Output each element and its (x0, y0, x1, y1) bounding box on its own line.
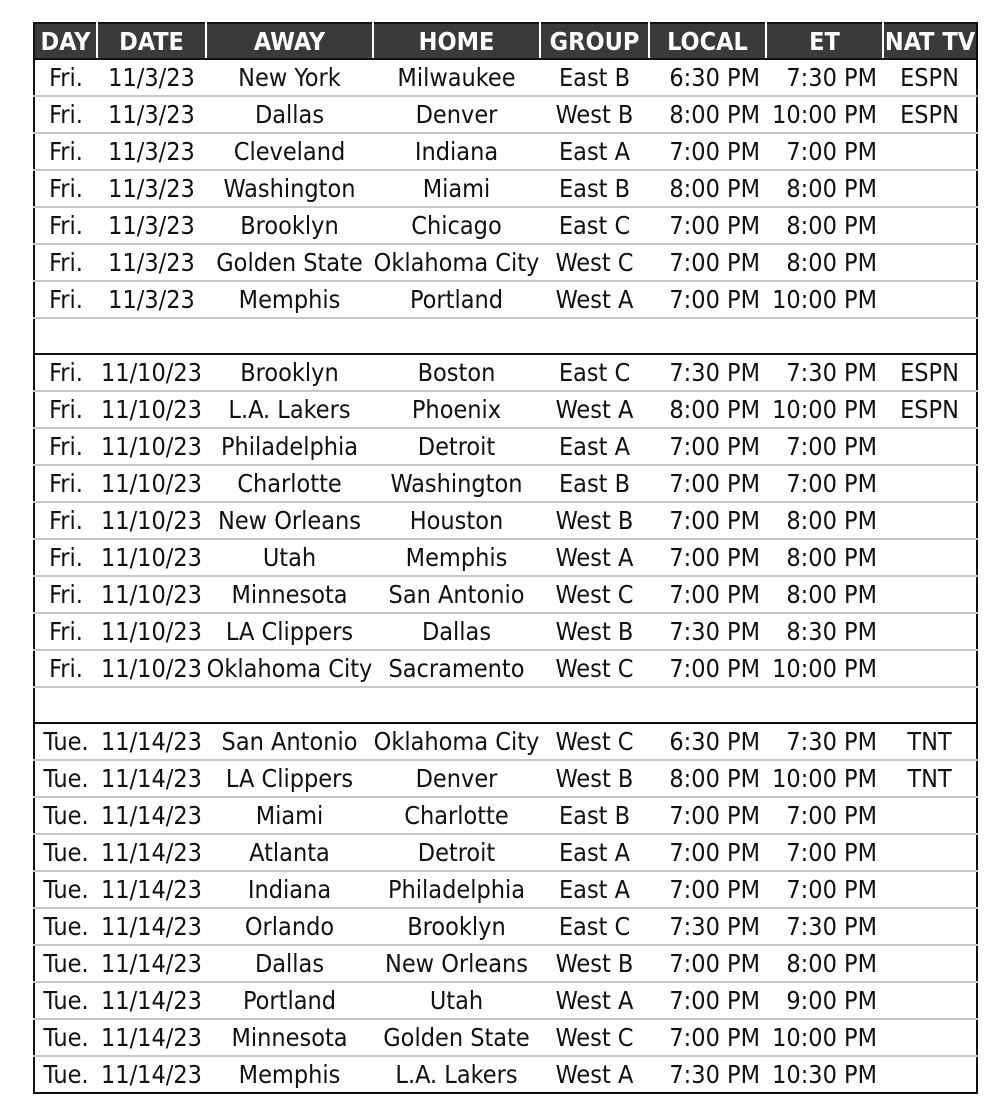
local-time: 7:00 PM (649, 539, 766, 576)
game-group: East A (540, 834, 649, 871)
game-group: East C (540, 207, 649, 244)
local-time: 8:00 PM (649, 170, 766, 207)
game-day: Fri. (34, 428, 97, 465)
table-row (34, 797, 977, 834)
home-team: Charlotte (373, 797, 540, 834)
header-row (34, 23, 977, 59)
header-nat-tv: NAT TV (883, 23, 977, 59)
game-date: 11/14/23 (97, 908, 206, 945)
game-day: Tue. (34, 723, 97, 760)
schedule-body (34, 59, 977, 1093)
away-team: Oklahoma City (206, 650, 373, 687)
national-tv (883, 834, 977, 871)
header-group: GROUP (540, 23, 649, 59)
table-row (34, 539, 977, 576)
game-date: 11/3/23 (97, 170, 206, 207)
home-team: Milwaukee (373, 59, 540, 96)
table-row (34, 354, 977, 391)
game-day: Fri. (34, 539, 97, 576)
home-team: Philadelphia (373, 871, 540, 908)
home-team: Dallas (373, 613, 540, 650)
game-date: 11/10/23 (97, 465, 206, 502)
game-group: East C (540, 354, 649, 391)
away-team: Orlando (206, 908, 373, 945)
game-group: West B (540, 760, 649, 797)
national-tv: ESPN (883, 354, 977, 391)
national-tv (883, 133, 977, 170)
home-team: Indiana (373, 133, 540, 170)
away-team: Philadelphia (206, 428, 373, 465)
home-team: Boston (373, 354, 540, 391)
et-time: 7:00 PM (766, 133, 883, 170)
game-group: East B (540, 59, 649, 96)
et-time: 9:00 PM (766, 982, 883, 1019)
local-time: 7:00 PM (649, 502, 766, 539)
game-day: Tue. (34, 834, 97, 871)
table-row (34, 59, 977, 96)
away-team: LA Clippers (206, 760, 373, 797)
game-date: 11/14/23 (97, 1019, 206, 1056)
spacer-cell (34, 687, 977, 723)
game-date: 11/14/23 (97, 982, 206, 1019)
local-time: 7:00 PM (649, 834, 766, 871)
national-tv (883, 428, 977, 465)
game-day: Fri. (34, 207, 97, 244)
national-tv (883, 613, 977, 650)
game-date: 11/14/23 (97, 871, 206, 908)
national-tv (883, 502, 977, 539)
home-team: Houston (373, 502, 540, 539)
game-group: West A (540, 391, 649, 428)
national-tv (883, 650, 977, 687)
game-group: East B (540, 797, 649, 834)
game-group: East B (540, 170, 649, 207)
table-row (34, 207, 977, 244)
game-day: Fri. (34, 391, 97, 428)
et-time: 10:00 PM (766, 760, 883, 797)
game-date: 11/10/23 (97, 428, 206, 465)
game-group: West B (540, 613, 649, 650)
game-day: Fri. (34, 465, 97, 502)
national-tv (883, 465, 977, 502)
national-tv: ESPN (883, 391, 977, 428)
game-day: Fri. (34, 96, 97, 133)
local-time: 7:30 PM (649, 354, 766, 391)
table-row (34, 871, 977, 908)
et-time: 8:00 PM (766, 207, 883, 244)
game-group: West C (540, 723, 649, 760)
local-time: 7:00 PM (649, 797, 766, 834)
game-date: 11/3/23 (97, 59, 206, 96)
table-row (34, 908, 977, 945)
et-time: 7:00 PM (766, 871, 883, 908)
national-tv (883, 539, 977, 576)
game-date: 11/3/23 (97, 281, 206, 318)
game-date: 11/10/23 (97, 391, 206, 428)
header-home: HOME (373, 23, 540, 59)
national-tv (883, 797, 977, 834)
away-team: Portland (206, 982, 373, 1019)
home-team: L.A. Lakers (395, 1060, 518, 1089)
game-day: Fri. (34, 244, 97, 281)
home-team: New Orleans (373, 945, 540, 982)
et-time: 10:00 PM (766, 650, 883, 687)
table-row (34, 760, 977, 797)
home-team: Phoenix (373, 391, 540, 428)
home-team: Brooklyn (373, 908, 540, 945)
spacer-cell (34, 318, 977, 354)
game-date: 11/10/23 (97, 539, 206, 576)
away-team: Brooklyn (206, 354, 373, 391)
et-time: 8:00 PM (766, 170, 883, 207)
game-group: West B (540, 945, 649, 982)
game-day: Fri. (34, 502, 97, 539)
schedule-table (33, 22, 978, 1094)
national-tv (883, 170, 977, 207)
home-team: Denver (373, 760, 540, 797)
home-team: Oklahoma City (373, 244, 540, 281)
national-tv: TNT (883, 723, 977, 760)
home-team: Memphis (373, 539, 540, 576)
local-time: 7:00 PM (649, 576, 766, 613)
et-time: 8:00 PM (766, 945, 883, 982)
game-day: Tue. (34, 945, 97, 982)
away-team: New York (206, 59, 373, 96)
et-time: 7:00 PM (766, 834, 883, 871)
game-date: 11/3/23 (97, 96, 206, 133)
table-row (34, 650, 977, 687)
game-date: 11/14/23 (97, 723, 206, 760)
local-time: 7:00 PM (649, 207, 766, 244)
game-date: 11/14/23 (100, 1060, 202, 1089)
away-team: Brooklyn (206, 207, 373, 244)
home-team: San Antonio (373, 576, 540, 613)
table-row (34, 133, 977, 170)
table-row (34, 465, 977, 502)
away-team: Memphis (206, 281, 373, 318)
game-date: 11/14/23 (97, 797, 206, 834)
table-row (34, 613, 977, 650)
home-team: Oklahoma City (373, 723, 540, 760)
national-tv (883, 576, 977, 613)
game-day: Fri. (34, 613, 97, 650)
local-time: 8:00 PM (649, 760, 766, 797)
game-date: 11/3/23 (97, 244, 206, 281)
local-time: 7:00 PM (649, 1019, 766, 1056)
game-date: 11/3/23 (97, 133, 206, 170)
game-group: East B (540, 465, 649, 502)
et-time: 8:30 PM (766, 613, 883, 650)
header-et: ET (766, 23, 883, 59)
away-team: Utah (206, 539, 373, 576)
game-day: Tue. (43, 1060, 89, 1089)
away-team: Minnesota (206, 1019, 373, 1056)
et-time: 10:00 PM (766, 281, 883, 318)
home-team: Denver (373, 96, 540, 133)
section-spacer (34, 687, 977, 723)
game-group: East A (540, 428, 649, 465)
et-time: 10:00 PM (766, 1019, 883, 1056)
table-row (34, 1019, 977, 1056)
game-group: West B (540, 96, 649, 133)
local-time: 7:00 PM (649, 428, 766, 465)
away-team: Golden State (206, 244, 373, 281)
away-team: San Antonio (206, 723, 373, 760)
header-local: LOCAL (649, 23, 766, 59)
game-group: West C (540, 576, 649, 613)
table-row (34, 723, 977, 760)
et-time: 8:00 PM (766, 539, 883, 576)
local-time: 7:00 PM (649, 281, 766, 318)
et-time: 8:00 PM (766, 502, 883, 539)
game-group: East C (540, 908, 649, 945)
national-tv: ESPN (883, 96, 977, 133)
national-tv (883, 945, 977, 982)
game-day: Tue. (34, 982, 97, 1019)
header-away: AWAY (206, 23, 373, 59)
game-day: Fri. (34, 133, 97, 170)
game-group: West A (555, 1060, 634, 1089)
away-team: LA Clippers (206, 613, 373, 650)
local-time: 7:30 PM (649, 613, 766, 650)
national-tv (883, 1056, 977, 1093)
national-tv (883, 281, 977, 318)
local-time: 8:00 PM (649, 96, 766, 133)
game-day: Fri. (34, 170, 97, 207)
away-team: Charlotte (206, 465, 373, 502)
home-team: Utah (373, 982, 540, 1019)
local-time: 7:30 PM (669, 1060, 760, 1089)
game-day: Fri. (34, 576, 97, 613)
game-date: 11/10/23 (97, 354, 206, 391)
table-row (34, 945, 977, 982)
game-group: West C (540, 1019, 649, 1056)
table-row (34, 428, 977, 465)
game-group: West B (540, 502, 649, 539)
game-group: West C (540, 244, 649, 281)
game-date: 11/10/23 (97, 502, 206, 539)
table-row (34, 502, 977, 539)
game-date: 11/10/23 (97, 576, 206, 613)
home-team: Detroit (373, 428, 540, 465)
game-date: 11/14/23 (97, 945, 206, 982)
game-day: Tue. (34, 871, 97, 908)
home-team: Chicago (373, 207, 540, 244)
game-day: Tue. (34, 797, 97, 834)
game-date: 11/14/23 (97, 760, 206, 797)
game-day: Fri. (34, 650, 97, 687)
away-team: Memphis (238, 1060, 341, 1089)
local-time: 7:00 PM (649, 133, 766, 170)
national-tv (883, 1019, 977, 1056)
game-group: West C (540, 650, 649, 687)
et-time: 7:30 PM (766, 723, 883, 760)
table-row (34, 1056, 977, 1093)
away-team: Miami (206, 797, 373, 834)
national-tv: TNT (883, 760, 977, 797)
away-team: Minnesota (206, 576, 373, 613)
header-day: DAY (34, 23, 97, 59)
et-time: 7:30 PM (766, 354, 883, 391)
et-time: 10:00 PM (766, 391, 883, 428)
game-date: 11/14/23 (97, 834, 206, 871)
away-team: New Orleans (206, 502, 373, 539)
header-date: DATE (97, 23, 206, 59)
local-time: 7:00 PM (649, 650, 766, 687)
table-row (34, 391, 977, 428)
local-time: 7:00 PM (649, 945, 766, 982)
table-row (34, 982, 977, 1019)
et-time: 7:00 PM (766, 797, 883, 834)
game-day: Fri. (34, 354, 97, 391)
et-time: 10:00 PM (766, 96, 883, 133)
home-team: Sacramento (373, 650, 540, 687)
local-time: 7:00 PM (649, 465, 766, 502)
et-time: 7:30 PM (766, 59, 883, 96)
home-team: Miami (373, 170, 540, 207)
national-tv: ESPN (883, 59, 977, 96)
home-team: Detroit (373, 834, 540, 871)
et-time: 10:30 PM (772, 1060, 877, 1089)
local-time: 7:30 PM (649, 908, 766, 945)
national-tv (883, 871, 977, 908)
et-time: 7:30 PM (766, 908, 883, 945)
national-tv (883, 207, 977, 244)
home-team: Portland (373, 281, 540, 318)
table-row (34, 170, 977, 207)
game-date: 11/10/23 (97, 650, 206, 687)
national-tv (883, 982, 977, 1019)
away-team: Dallas (206, 945, 373, 982)
game-group: East A (540, 871, 649, 908)
game-day: Fri. (34, 59, 97, 96)
game-day: Tue. (34, 760, 97, 797)
game-group: West A (540, 539, 649, 576)
game-day: Tue. (34, 908, 97, 945)
local-time: 6:30 PM (649, 723, 766, 760)
national-tv (883, 244, 977, 281)
local-time: 6:30 PM (649, 59, 766, 96)
home-team: Washington (373, 465, 540, 502)
game-group: West A (540, 982, 649, 1019)
away-team: Washington (206, 170, 373, 207)
table-row (34, 96, 977, 133)
table-row (34, 281, 977, 318)
game-date: 11/3/23 (97, 207, 206, 244)
home-team: Golden State (373, 1019, 540, 1056)
table-row (34, 576, 977, 613)
et-time: 8:00 PM (766, 576, 883, 613)
table-row (34, 244, 977, 281)
local-time: 7:00 PM (649, 871, 766, 908)
game-day: Fri. (34, 281, 97, 318)
away-team: Dallas (206, 96, 373, 133)
local-time: 7:00 PM (649, 244, 766, 281)
away-team: Cleveland (206, 133, 373, 170)
et-time: 7:00 PM (766, 465, 883, 502)
away-team: Indiana (206, 871, 373, 908)
game-day: Tue. (34, 1019, 97, 1056)
et-time: 8:00 PM (766, 244, 883, 281)
table-row (34, 834, 977, 871)
game-date: 11/10/23 (97, 613, 206, 650)
away-team: L.A. Lakers (206, 391, 373, 428)
local-time: 8:00 PM (649, 391, 766, 428)
game-group: West A (540, 281, 649, 318)
national-tv (883, 908, 977, 945)
away-team: Atlanta (206, 834, 373, 871)
local-time: 7:00 PM (649, 982, 766, 1019)
section-spacer (34, 318, 977, 354)
game-group: East A (540, 133, 649, 170)
et-time: 7:00 PM (766, 428, 883, 465)
